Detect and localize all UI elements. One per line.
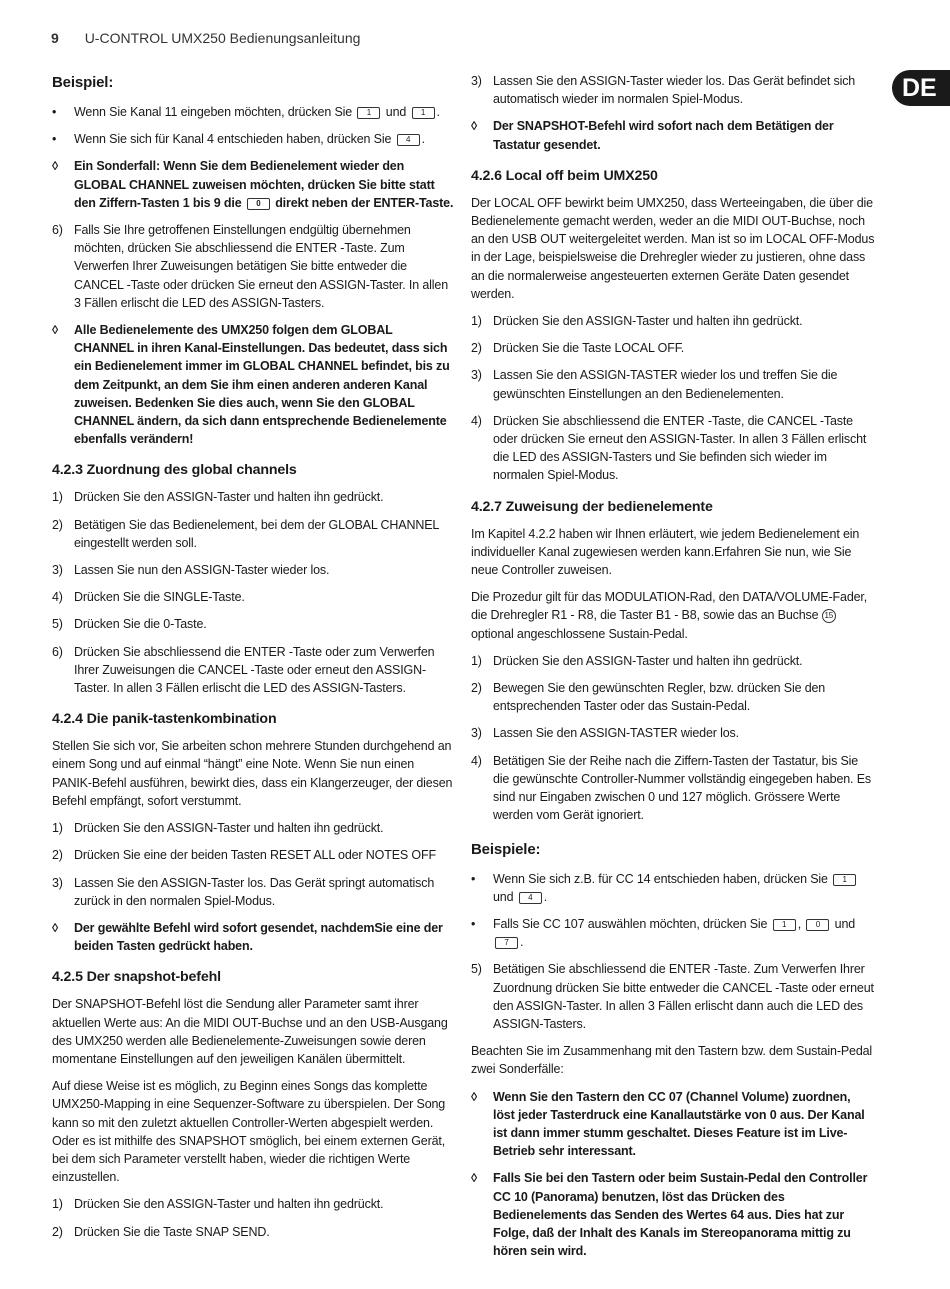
- step-text: Betätigen Sie das Bedienelement, bei dem der GLOBAL CHANNEL eingestellt werden soll.: [74, 517, 439, 550]
- step-number: 2): [52, 1224, 63, 1239]
- step-item: [52, 615, 454, 633]
- bullet-text: und: [493, 889, 514, 904]
- step-item: [471, 960, 875, 1033]
- step-item: [52, 846, 454, 864]
- bullet-text: Falls Sie CC 107 auswählen möchten, drücken Sie: [493, 916, 768, 931]
- step-number: 2): [52, 848, 63, 863]
- step-item: [471, 752, 875, 825]
- step-text: Bewegen Sie den gewünschten Regler, bzw. drücken Sie den entsprechenden Taster oder das Sustain-Pedal.: [493, 681, 826, 714]
- step-item: [471, 312, 875, 330]
- step-text: Lassen Sie den ASSIGN-Taster wieder los. Das Gerät befindet sich automatisch wieder im normalen Spiel-Modus.: [493, 74, 856, 107]
- section-heading: 4.2.7 Zuweisung der bedienelemente: [471, 498, 713, 515]
- key-icon: 0: [806, 919, 829, 931]
- step-number: 2): [471, 341, 482, 356]
- key-icon: 4: [397, 134, 420, 146]
- step-number: 3): [471, 368, 482, 383]
- step-text: Lassen Sie den ASSIGN-Taster los. Das Gerät springt automatisch zurück in den normalen Spiel-Modus.: [74, 875, 435, 908]
- section-heading: 4.2.3 Zuordnung des global channels: [52, 462, 297, 479]
- section-heading: 4.2.4 Die panik-tastenkombination: [52, 711, 277, 728]
- example-heading: Beispiel:: [52, 74, 114, 91]
- step-number: 3): [52, 875, 63, 890]
- bullet-text: ,: [797, 916, 802, 931]
- note-text: Alle Bedienelemente des UMX250 folgen dem GLOBAL CHANNEL in ihren Kanal-Einstellungen. Das bedeutet, dass sich ein Bedienelement immer im GLOBAL CHANNEL befindet, bis zu dem Zeitpunkt, an dem Sie ihm einen anderen anderen Kanal zuweisen. Bedenken Sie dies auch, wenn Sie den GLOBAL CHANNEL ändern, da sich dann entsprechende Bedienelemente ebenfalls verändern!: [74, 323, 450, 447]
- paragraph-text: Die Prozedur gilt für das MODULATION-Rad, den DATA/VOLUME-Fader, die Drehregler R1 - R8, die Taster B1 - B8, sowie das an Buchse: [471, 590, 868, 623]
- bullet-text: .: [421, 132, 425, 147]
- document-title: U-CONTROL UMX250 Bedienungsanleitung: [84, 30, 361, 46]
- step-item: [471, 724, 875, 742]
- step-text: Betätigen Sie abschliessend die ENTER -Taste. Zum Verwerfen Ihrer Zuordnung drücken Sie bitte entweder die CANCEL -Taste oder erneut den ASSIGN-Taster. In allen 3 Fällen erlischt dann auch die LED des ASSIGN-Tasters.: [493, 962, 874, 1031]
- key-icon: 7: [495, 937, 518, 949]
- paragraph: Stellen Sie sich vor, Sie arbeiten schon mehrere Stunden durchgehend an einem Song und auf einmal “hängt” eine Note. Wenn Sie nun einen PANIK-Befehl ausführen, bewirkt dies, dass ein Klangerzeuger, der diesen Befehl empfängt, sofort verstummt.: [52, 739, 453, 808]
- bullet-marker: •: [52, 105, 57, 119]
- paragraph: Beachten Sie im Zusammenhang mit den Tastern bzw. dem Sustain-Pedal zwei Sonderfälle:: [471, 1044, 873, 1077]
- step-text: Drücken Sie eine der beiden Tasten RESET ALL oder NOTES OFF: [74, 848, 436, 863]
- step-text: Drücken Sie abschliessend die ENTER -Taste, die CANCEL -Taste oder drücken Sie erneut den ASSIGN-Taster. In allen 3 Fällen erlischt die LED des ASSIGN-Tasters und Sie befinden sich wieder im normalen Spiel-Modus.: [493, 413, 867, 483]
- step-text: Lassen Sie den ASSIGN-TASTER wieder los.: [493, 726, 739, 741]
- note-text: Falls Sie bei den Tastern oder beim Sustain-Pedal den Controller CC 10 (Panorama) benutzen, löst das Drücken des Bedienelements das Senden des Wertes 64 aus. Dies hat zur Folge, daß der Inhalt des Kanals im Stereopanorama mittig zu hören sein wird.: [493, 1171, 868, 1259]
- step-item: [471, 412, 875, 485]
- key-icon: 1: [833, 874, 856, 886]
- diamond-icon: ◊: [471, 1171, 478, 1186]
- left-column: [52, 72, 454, 1250]
- diamond-icon: ◊: [52, 159, 59, 174]
- step-number: 4): [471, 753, 482, 768]
- step-text: Lassen Sie den ASSIGN-TASTER wieder los und treffen Sie die gewünschten Einstellungen an den Bedienelementen.: [493, 368, 838, 401]
- step-item: [471, 72, 875, 108]
- bullet-text: Wenn Sie sich z.B. für CC 14 entschieden haben, drücken Sie: [493, 871, 828, 886]
- language-tab: DE: [892, 70, 950, 106]
- key-icon: 1: [412, 107, 435, 119]
- step-text: Falls Sie Ihre getroffenen Einstellungen endgültig übernehmen möchten, drücken Sie abschliessend die ENTER -Taste. Zum Verwerfen Ihrer Zuweisungen betätigen Sie bitte entweder die CANCEL -Taste oder drücken Sie erneut den ASSIGN-Taster. In allen 3 Fällen erlischt die LED des ASSIGN-Tasters.: [74, 223, 449, 310]
- bullet-text: und: [834, 916, 856, 931]
- step-text: Drücken Sie die Taste LOCAL OFF.: [493, 341, 685, 356]
- step-number: 2): [471, 681, 482, 696]
- note-text: Der gewählte Befehl wird sofort gesendet, nachdemSie eine der beiden Tasten gedrückt haben.: [74, 920, 443, 954]
- step-item: [471, 366, 875, 402]
- step-text: Betätigen Sie der Reihe nach die Ziffern-Tasten der Tastatur, bis Sie die gewünschte Controller-Nummer vollständig eingegeben haben. Es sind nur Eingaben zwischen 0 und 127 möglich. Grössere Werte werden vom Gerät ignoriert.: [493, 753, 871, 823]
- key-icon: 1: [357, 107, 380, 119]
- step-number: 5): [471, 962, 482, 977]
- step-number: 1): [52, 821, 63, 836]
- note-text: Ein Sonderfall: Wenn Sie dem Bedienelement wieder den GLOBAL CHANNEL zuweisen möchten, drücken Sie bitte statt den Ziffern-Tasten 1 bis 9 die: [74, 159, 435, 210]
- step-number: 6): [52, 644, 63, 659]
- bullet-text: .: [520, 935, 524, 950]
- step-number: 3): [471, 74, 482, 88]
- step-item: [471, 339, 875, 357]
- key-icon: 1: [773, 919, 796, 931]
- step-item: [52, 488, 454, 506]
- step-text: Drücken Sie den ASSIGN-Taster und halten ihn gedrückt.: [493, 653, 803, 668]
- step-number: 1): [52, 1197, 63, 1212]
- bullet-marker: •: [471, 916, 476, 931]
- section-heading: 4.2.6 Local off beim UMX250: [471, 167, 658, 184]
- step-item: [52, 874, 454, 910]
- note-text: Wenn Sie den Tastern den CC 07 (Channel Volume) zuordnen, löst jeder Tasterdruck eine Kanallautstärke von 0 aus. Der Kanal ist dann immer stumm geschaltet. Dieses Feature ist im Live-Betrieb sehr interessant.: [493, 1089, 865, 1159]
- paragraph: Der LOCAL OFF bewirkt beim UMX250, dass Werteeingaben, die über die Bedienelemente gemacht werden, weder an die MIDI OUT-Buchse, noch an den USB OUT weitergeleitet werden. Man ist so im LOCAL OFF-Modus in der Lage, beispielsweise die Drehregler wieder zu justieren, ohne dass an die normalerweise angesteuerten externen Geräte Daten gesendet werden.: [471, 195, 875, 301]
- bullet-item: [471, 870, 875, 906]
- page-number: 9: [51, 30, 59, 46]
- step-item: [52, 588, 454, 606]
- step-item: [52, 221, 454, 312]
- bullet-text: Wenn Sie Kanal 11 eingeben möchten, drücken Sie: [74, 105, 353, 119]
- bullet-text: und: [385, 105, 407, 119]
- examples-heading: Beispiele:: [471, 840, 541, 858]
- step-text: Drücken Sie den ASSIGN-Taster und halten ihn gedrückt.: [74, 1197, 384, 1212]
- page-header: [51, 30, 360, 46]
- step-number: 4): [52, 590, 63, 605]
- step-item: [52, 1223, 454, 1241]
- step-text: Drücken Sie die Taste SNAP SEND.: [74, 1224, 270, 1239]
- step-number: 3): [471, 726, 482, 741]
- key-icon: 4: [519, 892, 542, 904]
- bullet-text: Wenn Sie sich für Kanal 4 entschieden haben, drücken Sie: [74, 132, 392, 147]
- note-text: direkt neben der ENTER-Taste.: [275, 195, 454, 210]
- section-heading: 4.2.5 Der snapshot-befehl: [52, 969, 221, 986]
- step-item: [471, 652, 875, 670]
- step-number: 2): [52, 517, 63, 532]
- diamond-icon: ◊: [471, 1089, 478, 1104]
- note-item: [471, 1088, 875, 1161]
- socket-number-icon: 15: [822, 609, 836, 623]
- step-item: [471, 679, 875, 715]
- step-text: Drücken Sie abschliessend die ENTER -Taste oder zum Verwerfen Ihrer Zuweisungen die CANCEL -Taste oder erneut den ASSIGN-Taster. In allen 3 Fällen erlischt die LED des ASSIGN-Tasters.: [74, 644, 435, 696]
- bullet-item: [471, 915, 875, 951]
- paragraph: Der SNAPSHOT-Befehl löst die Sendung aller Parameter samt ihrer aktuellen Werte aus: An die MIDI OUT-Buchse und an den USB-Ausgang des UMX250 werden alle Bedienelemente-Zuweisungen sowie deren momentane Einstellungen auf den jeweiligen Kanälen übermittelt.: [52, 997, 448, 1066]
- note-item: [52, 919, 454, 955]
- paragraph: Auf diese Weise ist es möglich, zu Beginn eines Songs das komplette UMX250-Mapping in eine Sequenzer-Software zu überspielen. Der Song kann so mit den zuletzt aktuellen Controller-Werten abgespielt werden. Oder es ist mithilfe des SNAPSHOT smöglich, bei einem externen Gerät, bei dem sich Parameter verstellt haben, wieder die richtigen Werte einzustellen.: [52, 1079, 446, 1185]
- note-item: [471, 117, 875, 153]
- bullet-text: .: [543, 889, 548, 904]
- paragraph-text: optional angeschlossene Sustain-Pedal.: [471, 626, 688, 641]
- step-number: 1): [471, 314, 482, 329]
- diamond-icon: ◊: [52, 920, 59, 935]
- bullet-marker: •: [52, 132, 57, 147]
- note-item: [471, 1169, 875, 1260]
- step-number: 1): [471, 653, 482, 668]
- paragraph: Im Kapitel 4.2.2 haben wir Ihnen erläutert, wie jedem Bedienelement ein individueller Kanal zugewiesen werden kann.Erfahren Sie nun, wie Sie neue Controller zuweisen.: [471, 526, 860, 578]
- paragraph: [471, 588, 875, 643]
- diamond-icon: ◊: [471, 119, 478, 134]
- step-number: 4): [471, 413, 482, 428]
- bullet-text: .: [436, 105, 440, 119]
- step-text: Lassen Sie nun den ASSIGN-Taster wieder los.: [74, 563, 330, 578]
- bullet-item: [52, 130, 454, 148]
- step-item: [52, 819, 454, 837]
- bullet-marker: •: [471, 871, 476, 886]
- note-item: [52, 321, 454, 448]
- step-number: 5): [52, 617, 63, 632]
- key-icon: 0: [247, 198, 270, 210]
- step-number: 3): [52, 563, 63, 578]
- bullet-item: [52, 103, 454, 121]
- note-text: Der SNAPSHOT-Befehl wird sofort nach dem Betätigen der Tastatur gesendet.: [493, 119, 834, 152]
- note-item: [52, 157, 454, 212]
- step-text: Drücken Sie den ASSIGN-Taster und halten ihn gedrückt.: [493, 314, 803, 329]
- step-text: Drücken Sie die SINGLE-Taste.: [74, 590, 245, 605]
- step-number: 1): [52, 490, 63, 505]
- step-text: Drücken Sie den ASSIGN-Taster und halten ihn gedrückt.: [74, 821, 384, 836]
- right-column: [471, 72, 875, 1269]
- diamond-icon: ◊: [52, 323, 59, 338]
- step-item: [52, 643, 454, 698]
- step-item: [52, 1195, 454, 1213]
- step-number: 6): [52, 223, 63, 238]
- step-text: Drücken Sie den ASSIGN-Taster und halten ihn gedrückt.: [74, 490, 384, 505]
- step-item: [52, 561, 454, 579]
- step-text: Drücken Sie die 0-Taste.: [74, 617, 207, 632]
- step-item: [52, 516, 454, 552]
